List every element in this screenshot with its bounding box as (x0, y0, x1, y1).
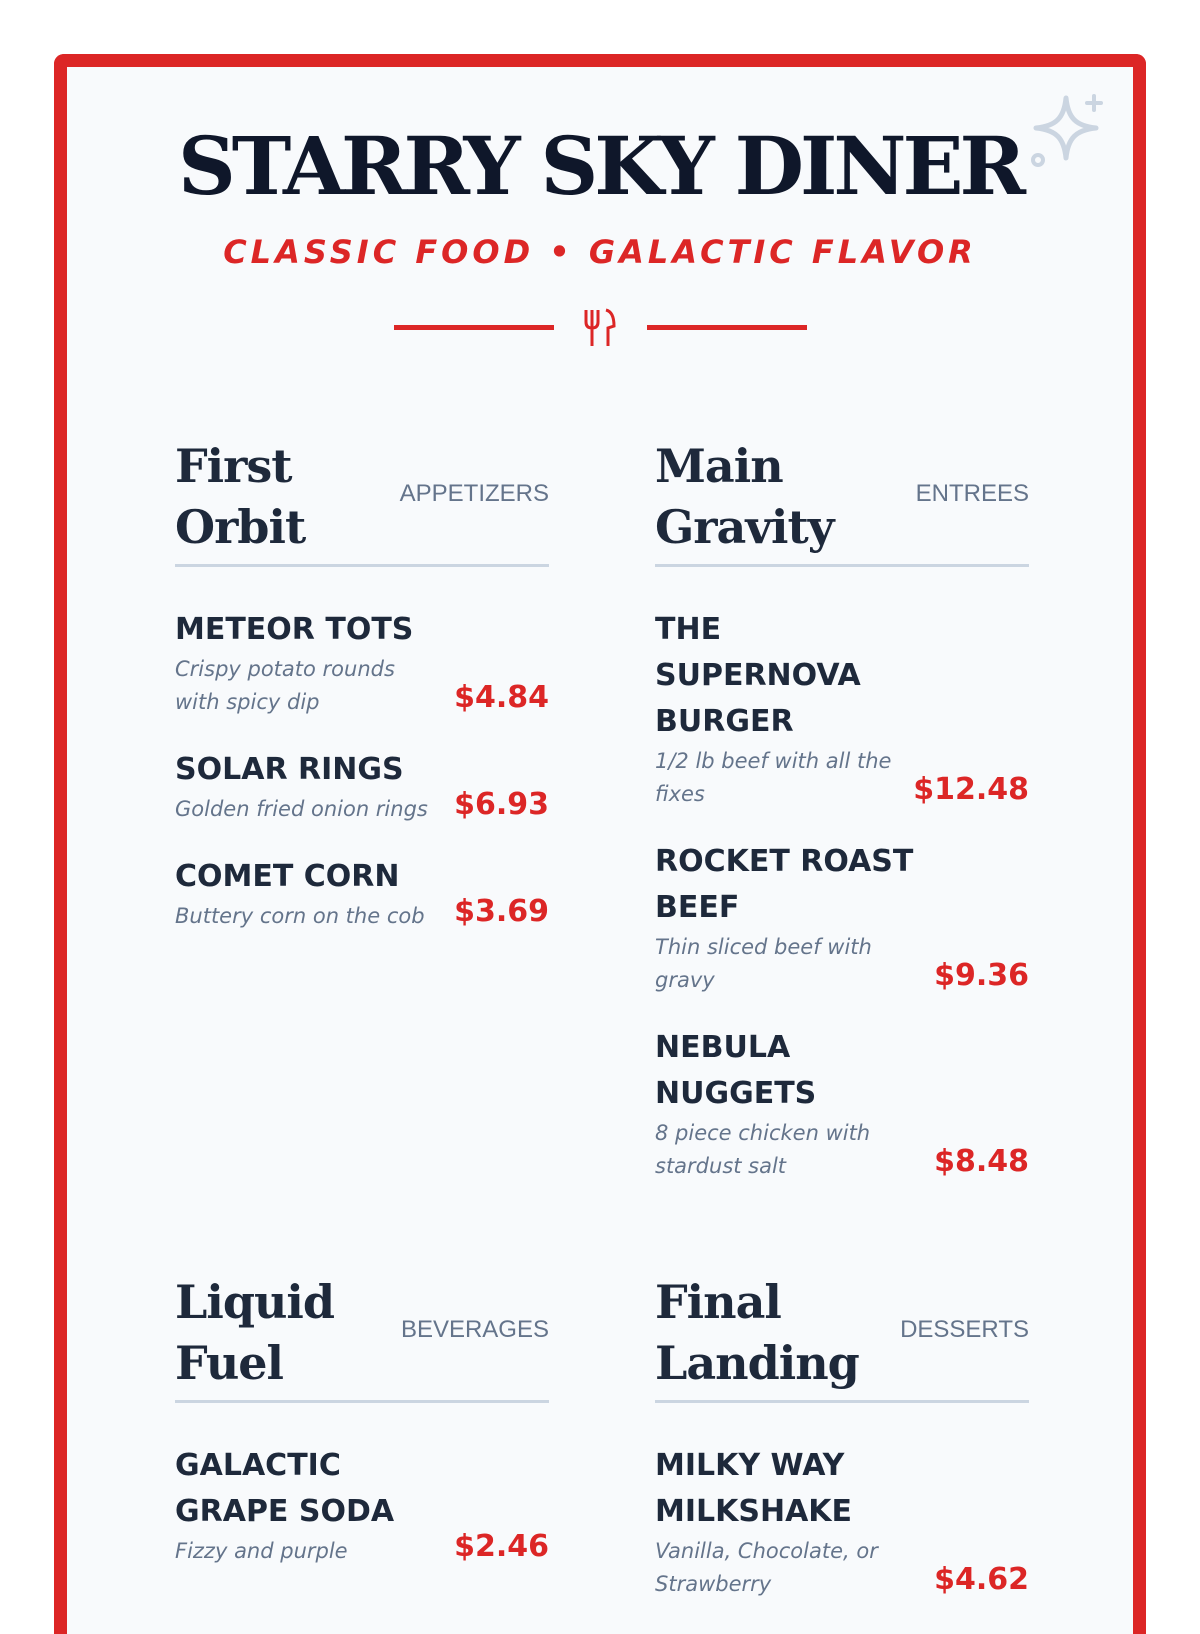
item-price: $8.48 (934, 1144, 1029, 1179)
menu-section-appetizers (175, 436, 549, 961)
item-name: SOLAR RINGS (175, 752, 404, 787)
section-subtitle: APPETIZERS (399, 480, 549, 507)
section-subtitle: ENTREES (915, 480, 1029, 507)
divider-line-right (647, 325, 807, 330)
item-description: Vanilla, Chocolate, or Strawberry (655, 1539, 878, 1596)
item-name: METEOR TOTS (175, 612, 414, 647)
diner-tagline: CLASSIC FOOD • GALACTIC FLAVOR (223, 233, 977, 271)
section-subtitle: DESSERTS (900, 1316, 1029, 1343)
item-price: $4.84 (454, 680, 549, 715)
menu-section-entrees (655, 436, 1029, 1211)
menu-section-desserts (655, 1272, 1029, 1629)
section-title: Liquid Fuel (175, 1275, 335, 1390)
item-description: Thin sliced beef with gravy (655, 935, 872, 992)
item-name: THE SUPERNOVA BURGER (655, 612, 861, 739)
item-price: $3.69 (454, 894, 549, 929)
menu-item (175, 1443, 549, 1568)
item-description: Golden fried onion rings (175, 797, 428, 821)
item-price: $6.93 (454, 787, 549, 822)
item-name: ROCKET ROAST BEEF (655, 844, 914, 925)
item-price: $4.62 (934, 1562, 1029, 1597)
menu-item (175, 854, 549, 933)
section-title: Main Gravity (655, 439, 834, 554)
section-title: Final Landing (655, 1275, 859, 1390)
diner-title: STARRY SKY DINER (178, 119, 1022, 213)
item-description: Crispy potato rounds with spicy dip (175, 657, 395, 714)
menu-item (655, 839, 1029, 997)
section-header (175, 1272, 549, 1403)
menu-item (175, 607, 549, 719)
section-header (655, 1272, 1029, 1403)
menu-item (655, 1443, 1029, 1601)
section-subtitle: BEVERAGES (400, 1316, 549, 1343)
item-name: COMET CORN (175, 859, 400, 894)
item-price: $9.36 (934, 958, 1029, 993)
item-description: Fizzy and purple (175, 1539, 348, 1563)
section-title: First Orbit (175, 439, 306, 554)
menu-item (175, 747, 549, 826)
item-name: MILKY WAY MILKSHAKE (655, 1448, 853, 1529)
item-name: NEBULA NUGGETS (655, 1030, 817, 1111)
fork-knife-icon (582, 308, 618, 348)
section-header (655, 436, 1029, 567)
menu-item (655, 1025, 1029, 1183)
item-description: 1/2 lb beef with all the fixes (655, 749, 892, 806)
item-description: 8 piece chicken with stardust salt (655, 1121, 871, 1178)
divider-line-left (394, 325, 554, 330)
item-description: Buttery corn on the cob (175, 904, 425, 928)
section-header (175, 436, 549, 567)
menu-section-beverages (175, 1272, 549, 1596)
item-price: $2.46 (454, 1529, 549, 1564)
menu-item (655, 607, 1029, 811)
item-name: GALACTIC GRAPE SODA (175, 1448, 395, 1529)
item-price: $12.48 (913, 772, 1029, 807)
